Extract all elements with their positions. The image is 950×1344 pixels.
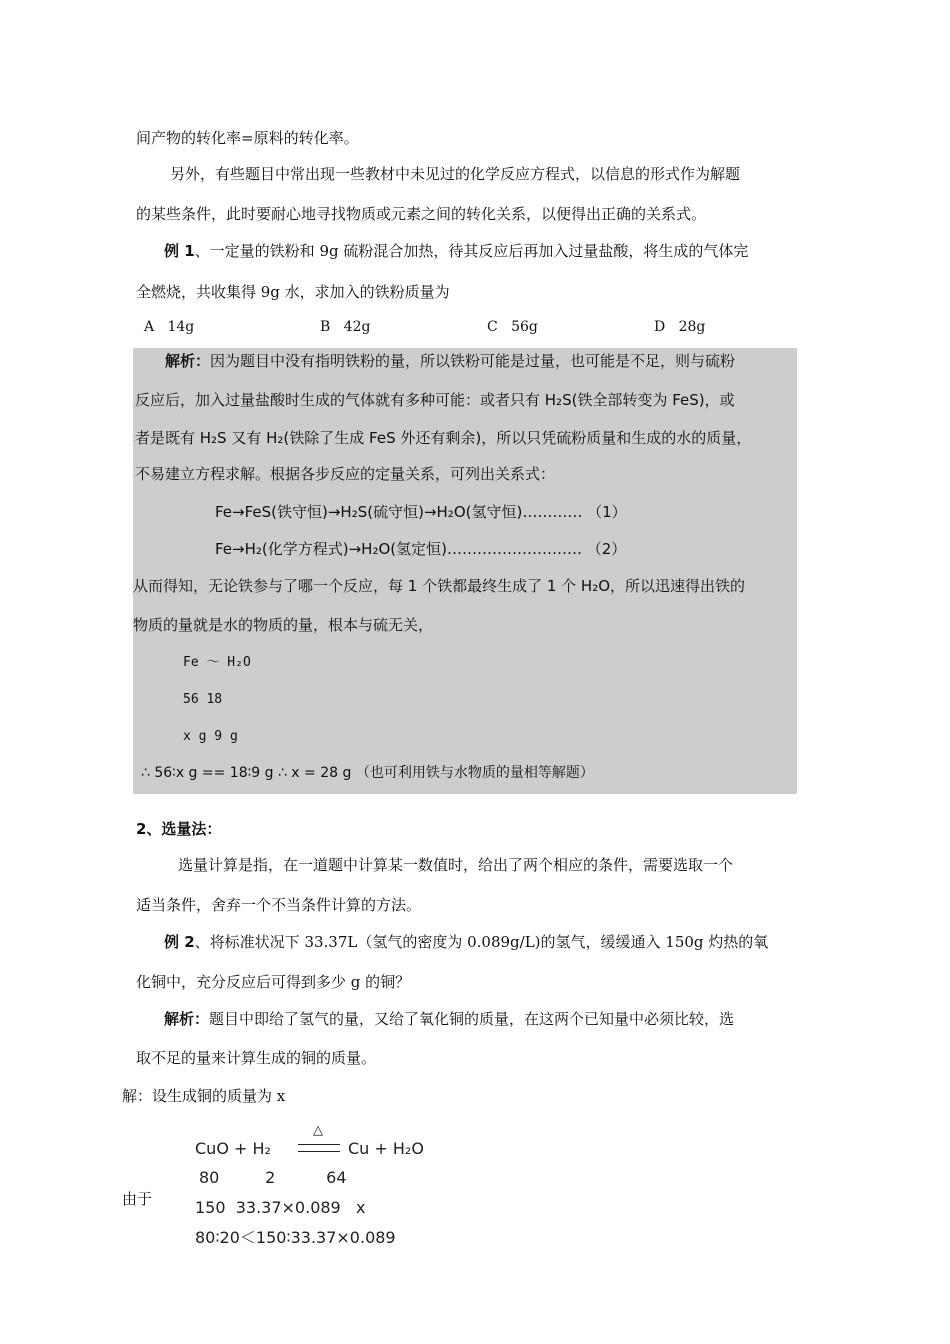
example-1-text: 、一定量的铁粉和 9g 硫粉混合加热，待其反应后再加入过量盐酸，将生成的气体完 <box>194 242 749 260</box>
calc-line-2: 56 18 <box>183 692 223 707</box>
analysis-2-text: 题目中即给了氢气的量，又给了氧化铜的质量，在这两个已知量中必须比较，选 <box>209 1010 735 1028</box>
analysis-line-1 <box>165 351 735 371</box>
solution-line: 解：设生成铜的质量为 x <box>122 1087 286 1105</box>
option-a: A 14g <box>144 319 195 335</box>
analysis-line-6: 物质的量就是水的物质的量，根本与硫无关， <box>133 616 434 634</box>
equation-row-1: 80 2 64 <box>199 1168 347 1187</box>
heat-symbol: △ <box>313 1123 323 1138</box>
example-2-label: 例 2 <box>164 933 195 951</box>
equation-row-2: 150 33.37×0.089 x <box>195 1198 366 1217</box>
relation-2: Fe→H₂(化学方程式)→H₂O(氢定恒)……………………… （2） <box>215 540 627 558</box>
analysis-2-label: 解析： <box>164 1010 210 1028</box>
example-1 <box>164 241 748 261</box>
text-line-1: 间产物的转化率=原料的转化率。 <box>136 129 359 147</box>
example-2 <box>164 932 768 952</box>
analysis-line-5: 从而得知，无论铁参与了哪一个反应，每 1 个铁都最终生成了 1 个 H₂O，所以迅速得出铁的 <box>133 577 746 595</box>
section-2-line-2: 适当条件，舍弃一个不当条件计算的方法。 <box>136 896 422 914</box>
option-d: D 28g <box>654 319 706 335</box>
option-c: C 56g <box>487 319 538 335</box>
calc-line-4: ∴ 56∶x g == 18∶9 g ∴ x = 28 g （也可利用铁与水物质的量相等解题） <box>141 765 594 781</box>
example-1-label: 例 1 <box>164 242 195 260</box>
equation-row-3: 80∶20＜150∶33.37×0.089 <box>195 1228 396 1247</box>
equation-products: Cu + H₂O <box>348 1139 424 1158</box>
analysis-line-4: 不易建立方程求解。根据各步反应的定量关系，可列出关系式： <box>135 465 556 483</box>
analysis-2 <box>164 1009 734 1029</box>
analysis-line-2: 反应后，加入过量盐酸时生成的气体就有多种可能：或者只有 H₂S(铁全部转变为 FeS)，或 <box>135 391 735 409</box>
analysis-2-text-2: 取不足的量来计算生成的铜的质量。 <box>136 1049 377 1067</box>
example-1-text-2: 全燃烧，共收集得 9g 水，求加入的铁粉质量为 <box>136 283 450 301</box>
analysis-label: 解析： <box>165 352 211 370</box>
calc-line-3: x g 9 g <box>183 729 238 744</box>
equals-double-line <box>298 1144 340 1152</box>
section-2-line-1: 选量计算是指，在一道题中计算某一数值时，给出了两个相应的条件，需要选取一个 <box>178 856 734 874</box>
calc-line-1: Fe ～ H₂O <box>183 655 251 670</box>
analysis-line-3: 者是既有 H₂S 又有 H₂(铁除了生成 FeS 外还有剩余)，所以只凭硫粉质量和生成的水的质量， <box>135 429 752 447</box>
because-label: 由于 <box>122 1190 153 1208</box>
section-2-title: 2、选量法： <box>136 820 222 838</box>
relation-1: Fe→FeS(铁守恒)→H₂S(硫守恒)→H₂O(氢守恒)………… （1） <box>215 503 627 521</box>
analysis-text-1: 因为题目中没有指明铁粉的量，所以铁粉可能是过量，也可能是不足，则与硫粉 <box>210 352 736 370</box>
option-b: B 42g <box>320 319 371 335</box>
example-2-text-2: 化铜中，充分反应后可得到多少 g 的铜？ <box>136 973 411 991</box>
equation-reactants: CuO + H₂ <box>195 1139 271 1158</box>
text-line-3: 的某些条件，此时要耐心地寻找物质或元素之间的转化关系，以便得出正确的关系式。 <box>136 205 707 223</box>
example-2-text: 、将标准状况下 33.37L（氢气的密度为 0.089g/L)的氢气，缓缓通入 150g 灼热的氧 <box>194 933 769 951</box>
analysis-box <box>133 348 797 794</box>
text-line-2: 另外，有些题目中常出现一些教材中未见过的化学反应方程式，以信息的形式作为解题 <box>170 165 741 183</box>
